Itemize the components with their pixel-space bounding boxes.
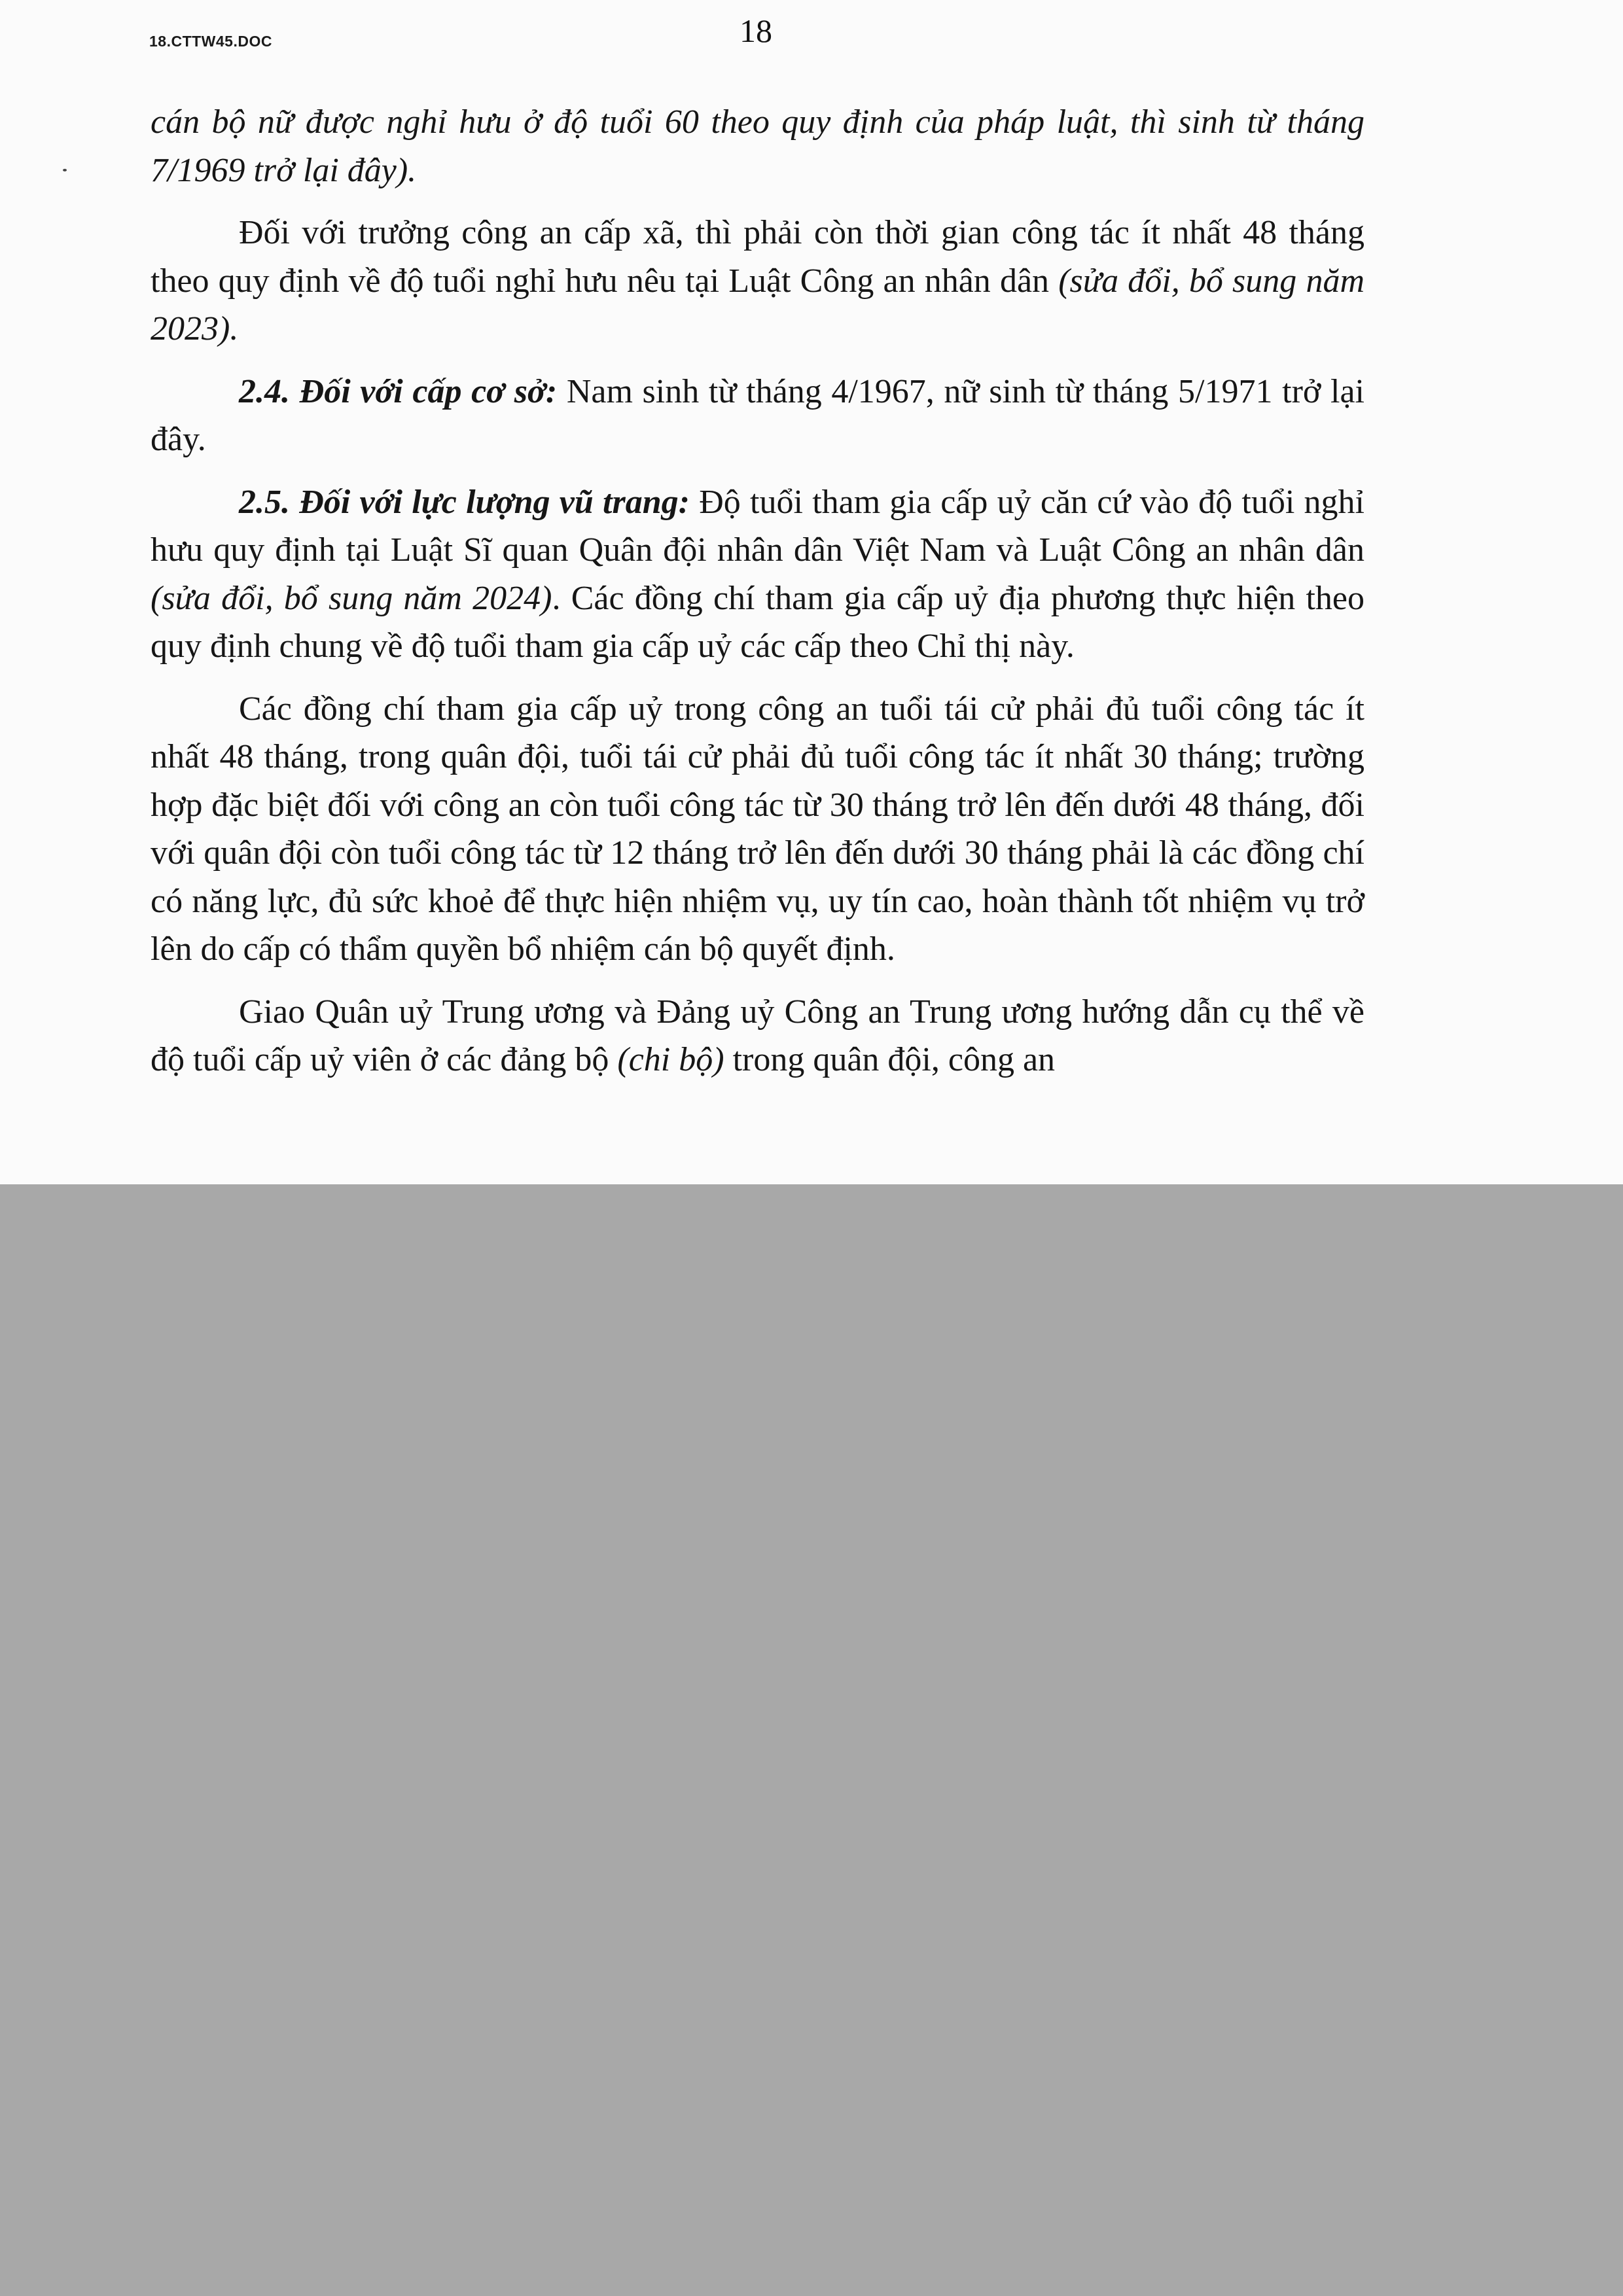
section-heading-2-4: 2.4. Đối với cấp cơ sở: <box>239 372 558 410</box>
paragraph-1-italic: cán bộ nữ được nghỉ hưu ở độ tuổi 60 theo quy định của pháp luật, thì sinh từ tháng 7/1969 trở lại đây). <box>151 103 1364 189</box>
paragraph-2 <box>151 209 1364 353</box>
paragraph-4 <box>151 478 1364 671</box>
section-heading-2-5: 2.5. Đối với lực lượng vũ trang: <box>239 483 690 521</box>
paragraph-2-text: Đối với trưởng công an cấp xã, thì phải còn thời gian công tác ít nhất 48 tháng theo quy định về độ tuổi nghỉ hưu nêu tại Luật Công an nhân dân <box>151 214 1364 300</box>
paragraph-4-text-a: Độ tuổi tham gia cấp uỷ căn cứ vào độ tuổi nghỉ hưu quy định tại Luật Sĩ quan Quân đội nhân dân Việt Nam và Luật Công an nhân dân <box>151 483 1364 569</box>
paragraph-6-italic: (chi bộ) <box>617 1041 724 1078</box>
paragraph-4-text-b: . Các đồng chí tham gia cấp uỷ địa phương thực hiện theo quy định chung về độ tuổi tham gia cấp uỷ các cấp theo Chỉ thị này. <box>151 579 1365 665</box>
paragraph-1 <box>151 98 1364 194</box>
body-text <box>151 98 1364 1099</box>
paragraph-6 <box>151 988 1364 1084</box>
paragraph-6-text-a: Giao Quân uỷ Trung ương và Đảng uỷ Công an Trung ương hướng dẫn cụ thể về độ tuổi cấp uỷ viên ở các đảng bộ <box>151 993 1364 1078</box>
paragraph-5-text: Các đồng chí tham gia cấp uỷ trong công an tuổi tái cử phải đủ tuổi công tác ít nhất 48 tháng, trong quân đội, tuổi tái cử phải đủ tuổi công tác ít nhất 30 tháng; trường hợp đặc biệt đối với công an còn tuổi công tác từ 30 tháng trở lên đến dưới 48 tháng, đối với quân đội còn tuổi công tác từ 12 tháng trở lên đến dưới 30 tháng phải là các đồng chí có năng lực, đủ sức khoẻ để thực hiện nhiệm vụ, uy tín cao, hoàn thành tốt nhiệm vụ trở lên do cấp có thẩm quyền bổ nhiệm cán bộ quyết định. <box>151 690 1364 968</box>
paragraph-3 <box>151 368 1364 464</box>
paragraph-2-italic: (sửa đổi, bổ sung năm 2023). <box>151 262 1364 347</box>
paragraph-6-text-b: trong quân đội, công an <box>724 1041 1056 1078</box>
paragraph-4-italic: (sửa đổi, bổ sung năm 2024) <box>151 579 552 617</box>
file-code: 18.CTTW45.DOC <box>149 33 272 50</box>
page-number: 18 <box>740 12 772 49</box>
scan-speck <box>63 169 67 171</box>
paragraph-3-text: Nam sinh từ tháng 4/1967, nữ sinh từ tháng 5/1971 trở lại đây. <box>151 372 1365 458</box>
redaction-gray-area <box>0 1184 1623 2296</box>
paragraph-5 <box>151 685 1364 974</box>
